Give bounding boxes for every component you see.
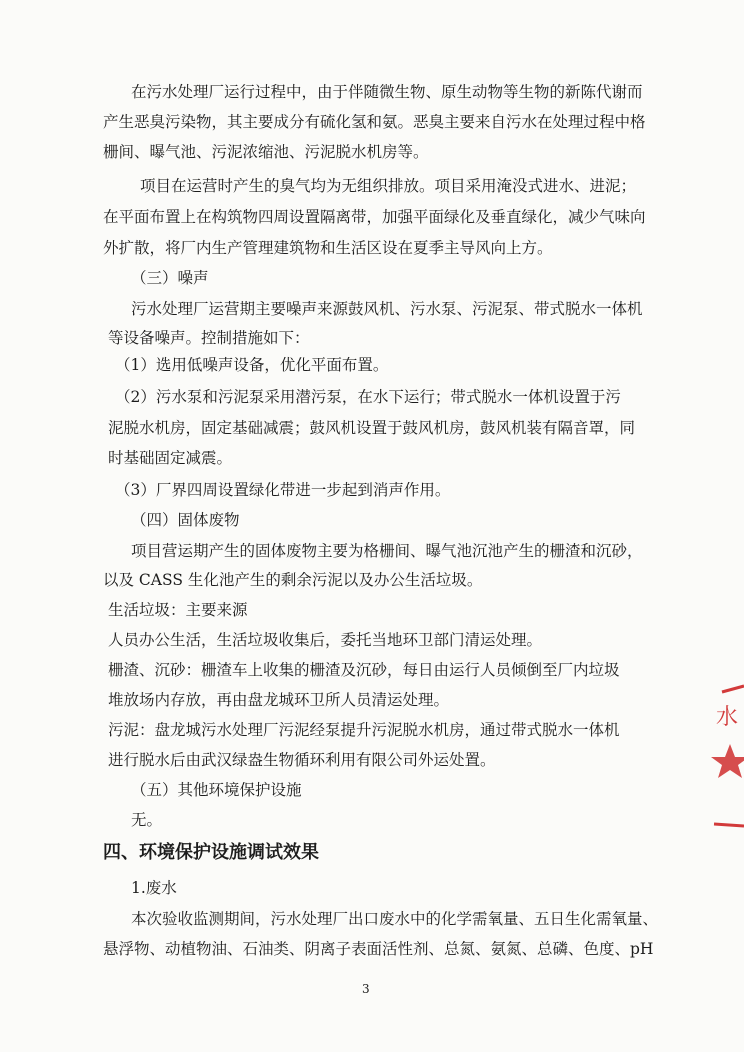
paragraph-line: 产生恶臭污染物，其主要成分有硫化氢和氨。恶臭主要来自污水在处理过程中格 xyxy=(103,113,646,131)
paragraph-line: 栅渣、沉砂：栅渣车上收集的栅渣及沉砂，每日由运行人员倾倒至厂内垃圾 xyxy=(108,661,620,679)
paragraph-line: 外扩散，将厂内生产管理建筑物和生活区设在夏季主导风向上方。 xyxy=(103,239,553,257)
chapter-heading: 四、环境保护设施调试效果 xyxy=(103,842,319,863)
paragraph-line: 人员办公生活，生活垃圾收集后，委托当地环卫部门清运处理。 xyxy=(108,631,543,649)
list-item: （2）污水泵和污泥泵采用潜污泵，在水下运行；带式脱水一体机设置于污 xyxy=(115,388,621,406)
section-heading: （四）固体废物 xyxy=(131,511,240,529)
paragraph-line: 生活垃圾：主要来源 xyxy=(108,601,248,619)
paragraph-line: 时基础固定减震。 xyxy=(108,449,233,467)
paragraph-line: 等设备噪声。控制措施如下： xyxy=(108,329,310,347)
section-heading: （三）噪声 xyxy=(131,269,209,287)
paragraph-line: 泥脱水机房，固定基础减震；鼓风机设置于鼓风机房，鼓风机装有隔音罩，同 xyxy=(108,419,636,437)
paragraph-line: 堆放场内存放，再由盘龙城环卫所人员清运处理。 xyxy=(108,691,450,709)
paragraph-line: 在平面布置上在构筑物四周设置隔离带，加强平面绿化及垂直绿化，减少气味向 xyxy=(103,208,646,226)
paragraph-line: 悬浮物、动植物油、石油类、阴离子表面活性剂、总氮、氨氮、总磷、色度、pH xyxy=(103,940,654,958)
paragraph-line: 污水处理厂运营期主要噪声来源鼓风机、污水泵、污泥泵、带式脱水一体机 xyxy=(131,300,643,318)
subsection-heading: 1.废水 xyxy=(131,879,177,897)
paragraph-line: 在污水处理厂运行过程中，由于伴随微生物、原生动物等生物的新陈代谢而 xyxy=(131,83,643,101)
paragraph-line: 项目营运期产生的固体废物主要为格栅间、曝气池沉池产生的栅渣和沉砂， xyxy=(131,542,643,560)
paragraph-line: 无。 xyxy=(131,811,163,829)
paragraph-line: 以及 CASS 生化池产生的剩余污泥以及办公生活垃圾。 xyxy=(103,571,483,589)
section-heading: （五）其他环境保护设施 xyxy=(131,781,302,799)
paragraph-line: 污泥：盘龙城污水处理厂污泥经泵提升污泥脱水机房，通过带式脱水一体机 xyxy=(108,721,620,739)
seal-stamp xyxy=(700,684,744,834)
seal-stamp-text: 水 xyxy=(716,705,739,730)
list-item: （3）厂界四周设置绿化带进一步起到消声作用。 xyxy=(115,481,451,499)
paragraph-line: 栅间、曝气池、污泥浓缩池、污泥脱水机房等。 xyxy=(103,143,429,161)
paragraph-line: 项目在运营时产生的臭气均为无组织排放。项目采用淹没式进水、进泥； xyxy=(140,177,637,195)
list-item: （1）选用低噪声设备，优化平面布置。 xyxy=(115,356,389,374)
page-number: 3 xyxy=(362,982,370,996)
paragraph-line: 本次验收监测期间，污水处理厂出口废水中的化学需氧量、五日生化需氧量、 xyxy=(131,910,659,928)
paragraph-line: 进行脱水后由武汉绿盎生物循环利用有限公司外运处置。 xyxy=(108,751,496,769)
